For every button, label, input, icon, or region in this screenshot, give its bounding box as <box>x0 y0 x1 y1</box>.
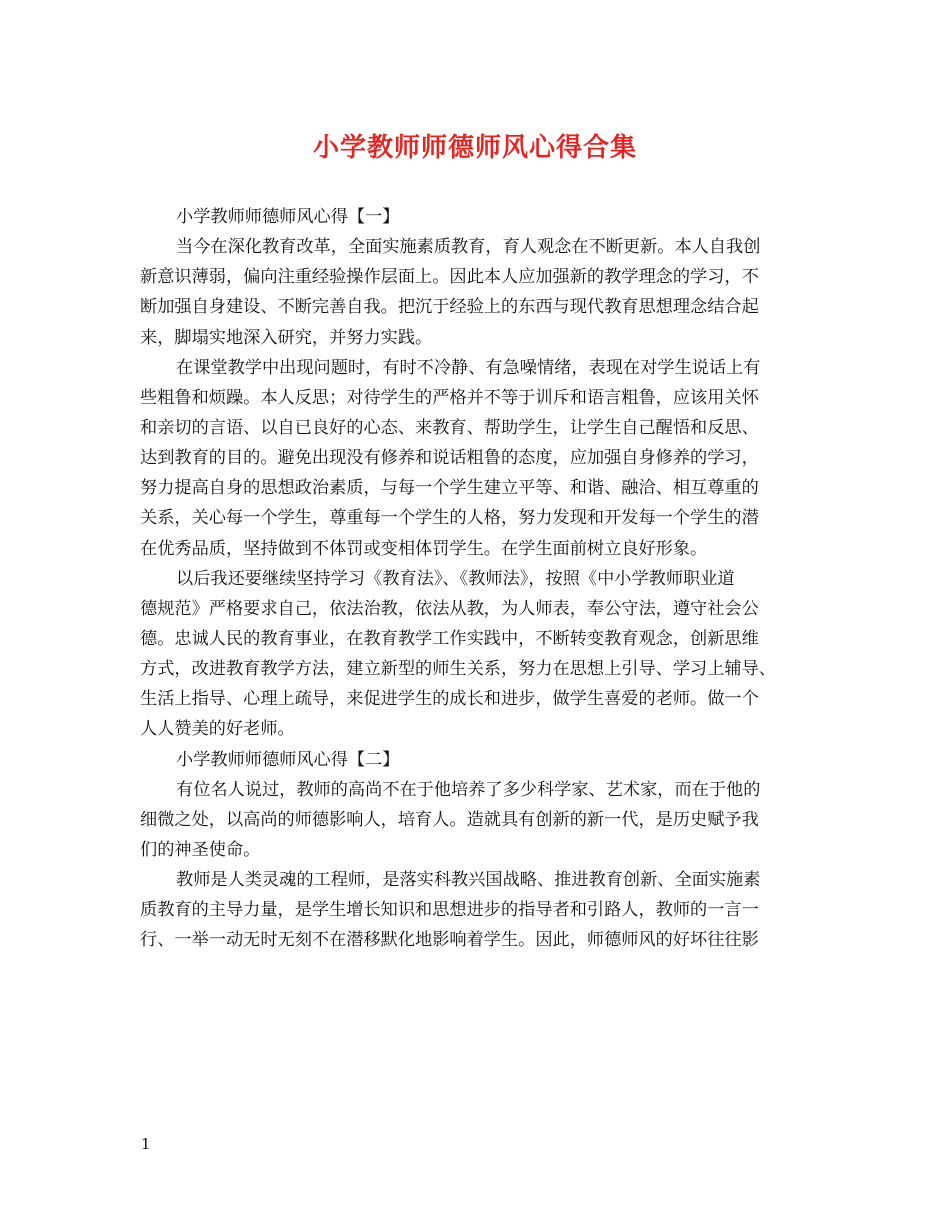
paragraph-3-line-2: 德规范》严格要求自己，依法治教，依法从教，为人师表，奉公守法，遵守社会公 <box>140 598 759 619</box>
paragraph-5-line-1: 教师是人类灵魂的工程师，是落实科教兴国战略、推进教育创新、全面实施素 <box>176 870 761 891</box>
paragraph-5-line-3: 行、一举一动无时无刻不在潜移默化地影响着学生。因此，师德师风的好坏往往影 <box>140 930 759 951</box>
paragraph-2-line-4: 达到教育的目的。避免出现没有修养和说话粗鲁的态度，应加强自身修养的学习， <box>140 448 759 469</box>
paragraph-4-line-3: 们的神圣使命。 <box>140 839 261 860</box>
paragraph-2-line-7: 在优秀品质，坚持做到不体罚或变相体罚学生。在学生面前树立良好形象。 <box>140 538 708 559</box>
paragraph-3-line-1: 以后我还要继续坚持学习《教育法》、《教师法》，按照《中小学教师职业道 <box>176 568 735 589</box>
paragraph-4-line-2: 细微之处，以高尚的师德影响人，培育人。造就具有创新的新一代，是历史赋予我 <box>140 809 759 830</box>
paragraph-1-line-1: 当今在深化教育改革，全面实施素质教育，育人观念在不断更新。本人自我创 <box>176 237 761 258</box>
paragraph-3-line-6: 人人赞美的好老师。 <box>140 719 295 740</box>
paragraph-2-line-6: 关系，关心每一个学生，尊重每一个学生的人格，努力发现和开发每一个学生的潜 <box>140 508 759 529</box>
section-heading-2: 小学教师师德师风心得【二】 <box>176 749 400 770</box>
paragraph-4-line-1: 有位名人说过，教师的高尚不在于他培养了多少科学家、艺术家，而在于他的 <box>176 779 761 800</box>
document-title: 小学教师师德师风心得合集 <box>312 133 637 163</box>
paragraph-1-line-2: 新意识薄弱，偏向注重经验操作层面上。因此本人应加强新的教学理念的学习，不 <box>140 267 759 288</box>
paragraph-2-line-5: 努力提高自身的思想政治素质，与每一个学生建立平等、和谐、融洽、相互尊重的 <box>140 478 759 499</box>
paragraph-2-line-3: 和亲切的言语、以自已良好的心态、来教育、帮助学生，让学生自己醒悟和反思、 <box>140 417 759 438</box>
paragraph-1-line-3: 断加强自身建设、不断完善自我。把沉于经验上的东西与现代教育思想理念结合起 <box>140 297 759 318</box>
paragraph-3-line-4: 方式，改进教育教学方法，建立新型的师生关系，努力在思想上引导、学习上辅导、 <box>140 659 776 680</box>
paragraph-2-line-1: 在课堂教学中出现问题时，有时不冷静、有急噪情绪，表现在对学生说话上有 <box>176 357 761 378</box>
paragraph-3-line-3: 德。忠诚人民的教育事业，在教育教学工作实践中，不断转变教育观念，创新思维 <box>140 628 759 649</box>
paragraph-3-line-5: 生活上指导、心理上疏导，来促进学生的成长和进步，做学生喜爱的老师。做一个 <box>140 689 759 710</box>
paragraph-2-line-2: 些粗鲁和烦躁。本人反思；对待学生的严格并不等于训斥和语言粗鲁，应该用关怀 <box>140 387 759 408</box>
paragraph-1-line-4: 来，脚塌实地深入研究，并努力实践。 <box>140 327 433 348</box>
page-number: 1 <box>141 1135 151 1153</box>
paragraph-5-line-2: 质教育的主导力量，是学生增长知识和思想进步的指导者和引路人，教师的一言一 <box>140 900 759 921</box>
document-body <box>140 202 812 956</box>
section-heading-1: 小学教师师德师风心得【一】 <box>176 207 400 227</box>
